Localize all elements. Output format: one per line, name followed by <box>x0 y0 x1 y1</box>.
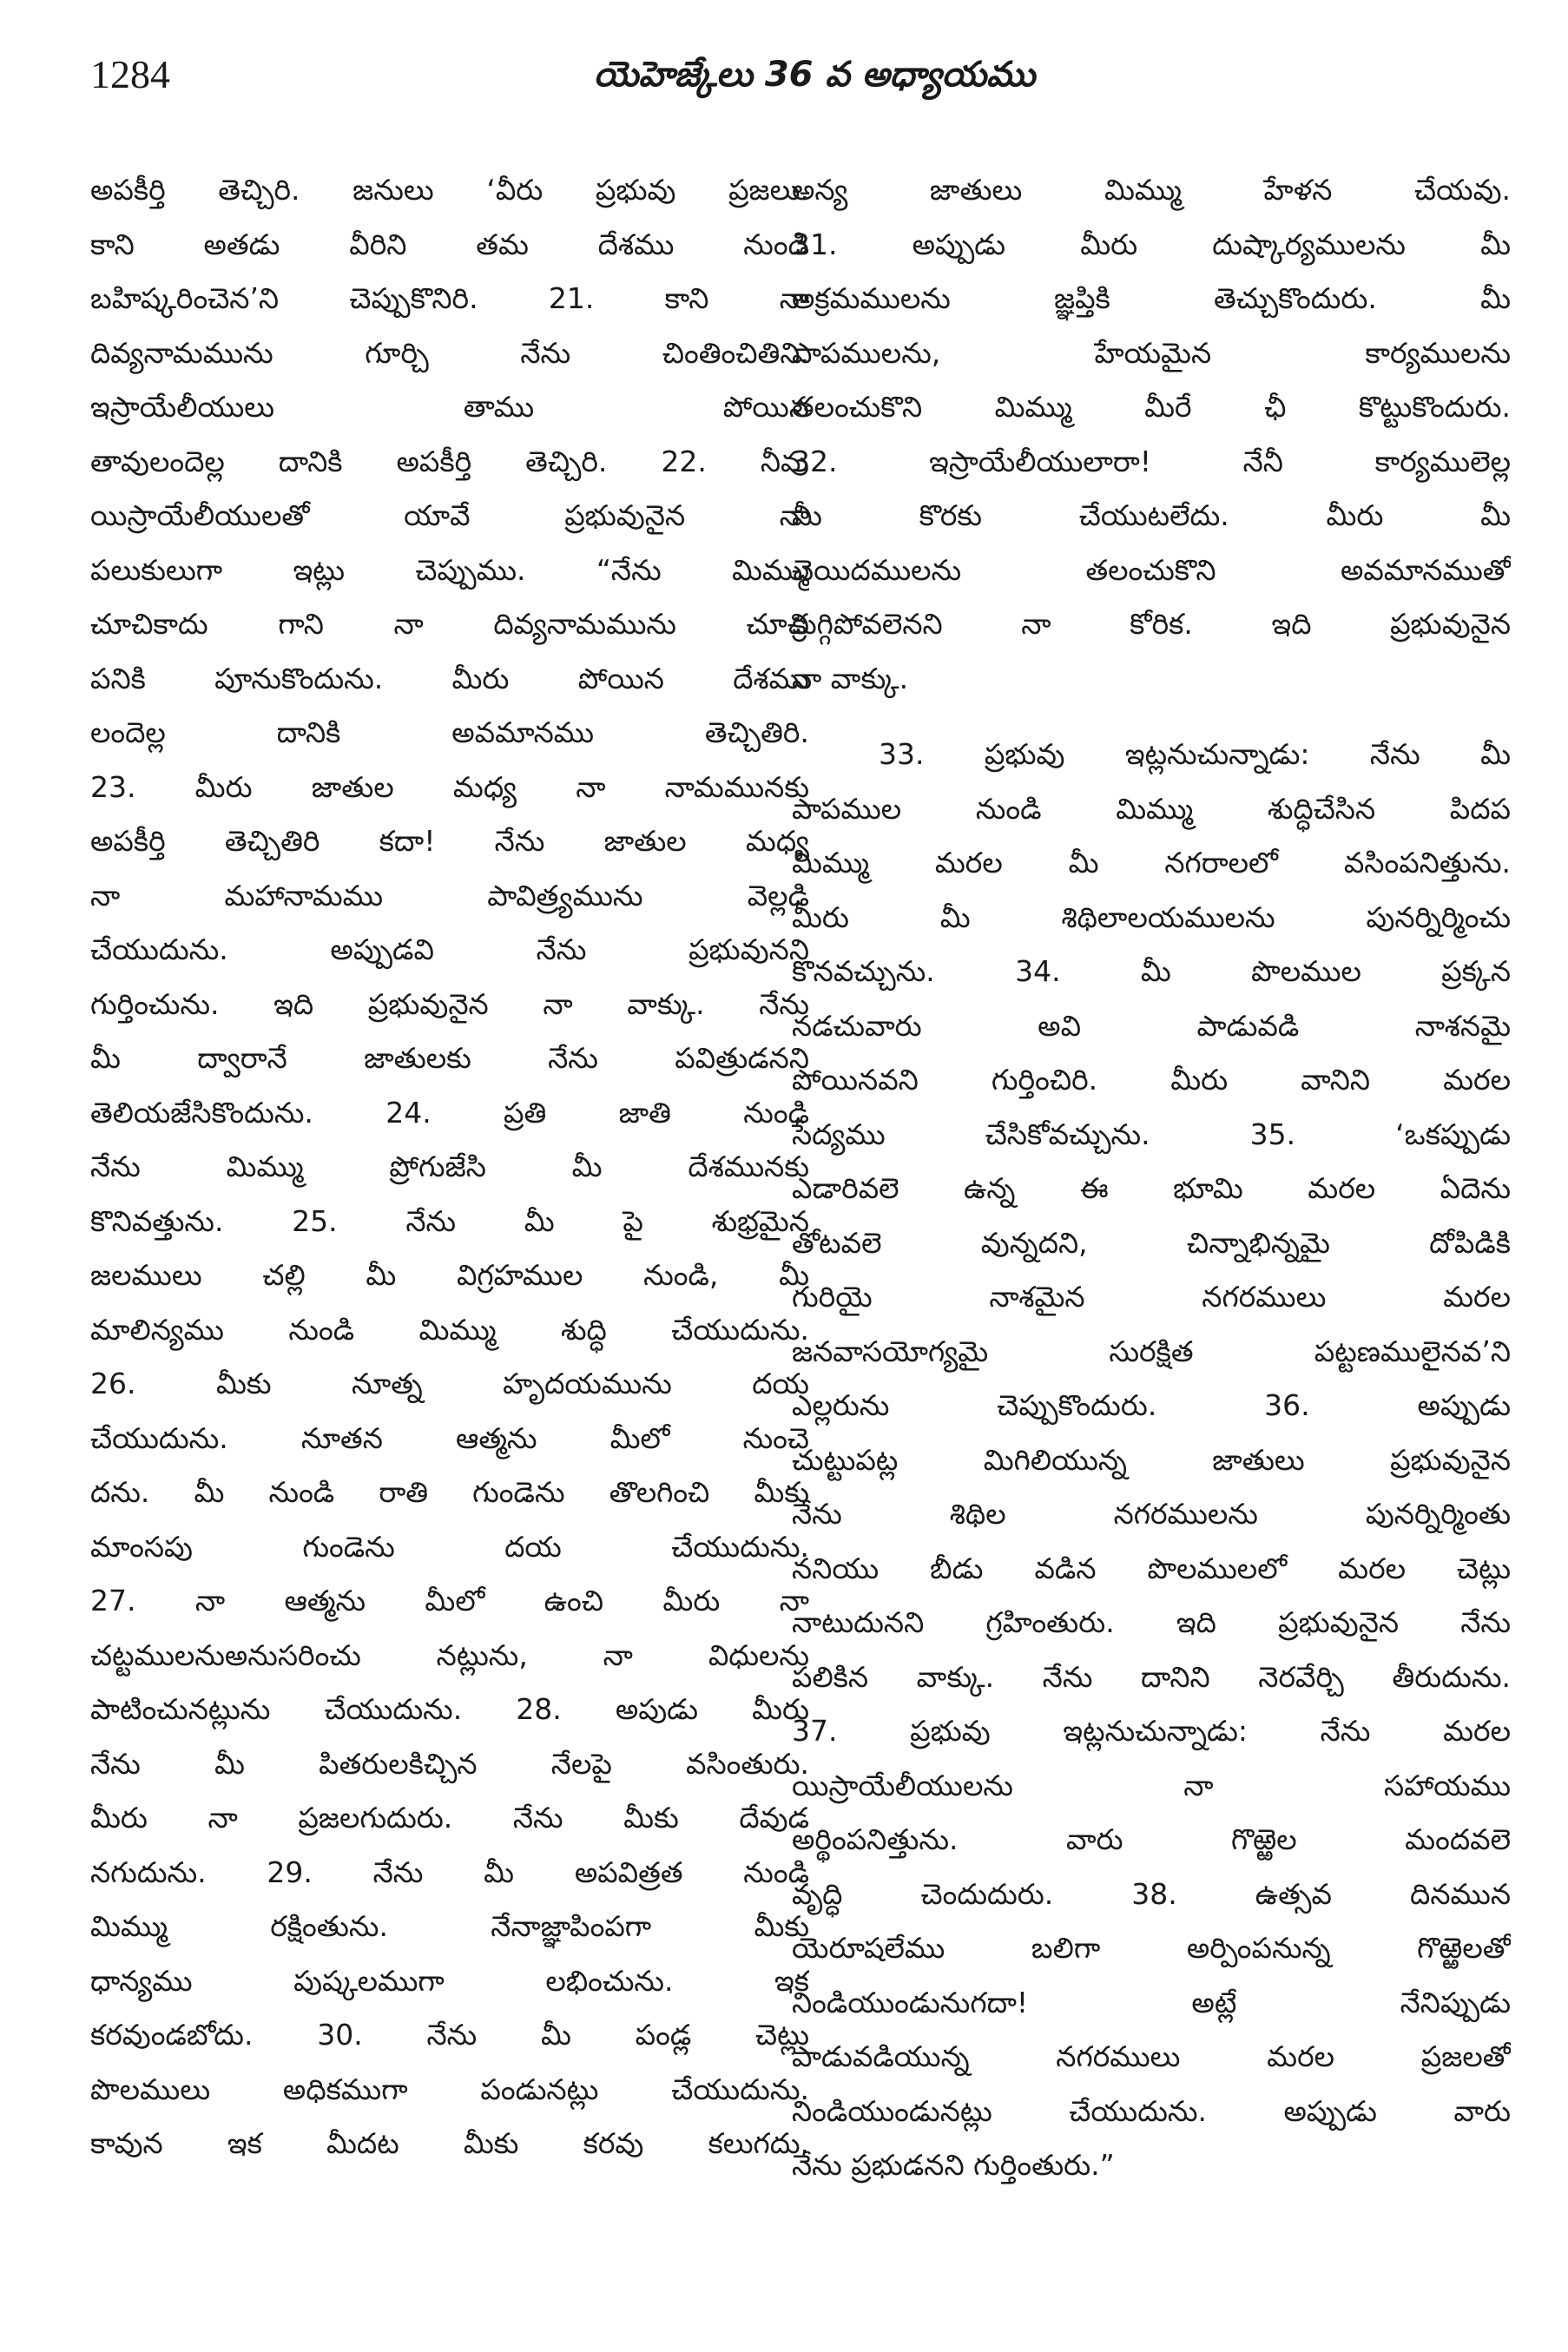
text-line: మీరు మీ శిథిలాలయములను పునర్నిర్మించు <box>792 899 1511 934</box>
text-line: చేయుదును. అప్పుడవి నేను ప్రభువునని <box>90 932 809 966</box>
text-line: దను. మీ నుండి రాతి గుండెను తొలగించి మీకు <box>90 1475 809 1509</box>
text-line: కొనివత్తును. 25. నేను మీ పై శుభ్రమైన <box>90 1203 809 1238</box>
left-text-column <box>90 163 809 2171</box>
text-line: నా వాక్కు. <box>792 661 909 695</box>
text-line: చట్టములనుఅనుసరించు నట్లును, నా విధులను <box>90 1637 809 1672</box>
text-line: మిమ్ము రక్షింతును. నేనాజ్ఞాపింపగా మీకు <box>90 1909 809 1943</box>
text-line: గుర్తించును. ఇది ప్రభువునైన నా వాక్కు. నేను <box>90 986 809 1021</box>
text-line: మాంసపు గుండెను దయ చేయుదును. <box>90 1529 809 1564</box>
text-line: పాడువడియున్న నగరములు మరల ప్రజలతో <box>792 2039 1511 2073</box>
text-line: వృద్ధి చెందుదురు. 38. ఉత్సవ దినమున <box>792 1876 1511 1911</box>
text-line: యెరూషలేము బలిగా అర్పింపనున్న గొఱ్ఱెలతో <box>792 1931 1511 1965</box>
text-line: ననియు బీడు వడిన పొలములలో మరల చెట్లు <box>792 1551 1511 1585</box>
text-line: 26. మీకు నూత్న హృదయమును దయ <box>90 1367 809 1400</box>
text-line: చూచికాదు గాని నా దివ్యనామమును చూచి <box>90 607 809 641</box>
text-line: కరవుండబోదు. 30. నేను మీ పండ్ల చెట్లు <box>90 2018 809 2052</box>
text-line: పలుకులుగా ఇట్లు చెప్పుము. “నేను మిమ్ము <box>90 552 809 587</box>
text-line: ఎడారివలె ఉన్న ఈ భూమి మరల ఏదెను <box>792 1171 1511 1205</box>
text-line: ఎల్లరును చెప్పుకొందురు. 36. అప్పుడు <box>792 1388 1511 1422</box>
text-line: కొనవచ్చును. 34. మీ పొలముల ప్రక్కన <box>792 954 1511 988</box>
text-line: మీ ద్వారానే జాతులకు నేను పవిత్రుడనని <box>90 1041 809 1075</box>
text-line: ధాన్యము పుష్కలముగా లభించును. ఇక <box>90 1963 809 1998</box>
text-line: కావున ఇక మీదట మీకు కరవు కలుగదు. <box>90 2126 809 2160</box>
text-line: అపకీర్తి తెచ్చిరి. జనులు ‘వీరు ప్రభువు ప్రజలు. <box>90 173 809 207</box>
text-line: 23. మీరు జాతుల మధ్య నా నామమునకు <box>90 769 809 804</box>
page-header <box>90 49 1507 109</box>
text-line: నేను మిమ్ము ప్రోగుజేసి మీ దేశమునకు <box>90 1150 809 1183</box>
text-line: నేను ప్రభుడనని గుర్తింతురు.” <box>792 2148 1115 2182</box>
text-line: 31. అప్పుడు మీరు దుష్కార్యములను మీ <box>792 227 1511 261</box>
paragraph-gap <box>792 706 1511 728</box>
text-line: క్రుగ్గిపోవలెనని నా కోరిక. ఇది ప్రభువునైన <box>792 607 1511 641</box>
text-line: పొలములు అధికముగా పండునట్లు చేయుదును. <box>90 2072 809 2106</box>
text-line: తలంచుకొని మిమ్ము మీరే ఛీ కొట్టుకొందురు. <box>792 390 1511 424</box>
text-line: జనవాసయోగ్యమై సురక్షిత పట్టణములైనవ’ని <box>792 1334 1511 1368</box>
text-line: చుట్టుపట్ల మిగిలియున్న జాతులు ప్రభువునైన <box>792 1442 1511 1477</box>
text-line: పాపములను, హేయమైన కార్యములను <box>792 335 1511 370</box>
text-line: బహిష్కరించెన’ని చెప్పుకొనిరి. 21. కాని నా <box>90 281 809 315</box>
text-line: కాని అతడు వీరిని తమ దేశము నుండి <box>90 227 809 261</box>
text-line: నేను మీ పితరులకిచ్చిన నేలపై వసింతురు. <box>90 1746 809 1781</box>
text-line: 37. ప్రభువు ఇట్లనుచున్నాడు: నేను మరల <box>792 1714 1511 1748</box>
text-line: తావులందెల్ల దానికి అపకీర్తి తెచ్చిరి. 22. నీవు <box>90 444 809 478</box>
text-line: పాపముల నుండి మిమ్ము శుద్ధిచేసిన పిదప <box>792 791 1511 826</box>
running-title: యెహెజ్కేలు 36 వ అధ్యాయము <box>594 55 1036 95</box>
text-line: నాటుదునని గ్రహింతురు. ఇది ప్రభువునైన నేను <box>792 1605 1511 1639</box>
text-line: సేద్యము చేసికోవచ్చును. 35. ‘ఒకప్పుడు <box>792 1117 1511 1151</box>
text-line: 32. ఇస్రాయేలీయులారా! నేనీ కార్యములెల్ల <box>792 444 1511 478</box>
text-line: అపకీర్తి తెచ్చితిరి కదా! నేను జాతుల మధ్య <box>90 824 809 858</box>
text-line: అర్థింపనిత్తును. వారు గొఱ్ఱెల మందవలె <box>792 1822 1511 1856</box>
text-line: గురియై నాశమైన నగరములు మరల <box>792 1280 1511 1314</box>
right-text-column <box>792 163 1511 2193</box>
text-line: పాటించునట్లును చేయుదును. 28. అపుడు మీరు <box>90 1692 809 1726</box>
text-line: యిస్రాయేలీయులను నా సహాయము <box>792 1768 1511 1802</box>
text-line: మిమ్ము మరల మీ నగరాలలో వసింపనిత్తును. <box>792 846 1511 880</box>
text-line: ఇస్రాయేలీయులు తాము పోయిన <box>90 390 809 424</box>
text-line: తెలియజేసికొందును. 24. ప్రతి జాతి నుండి <box>90 1095 809 1130</box>
text-line: అన్య జాతులు మిమ్ము హేళన చేయవు. <box>792 173 1511 207</box>
text-line: చేయుదును. నూతన ఆత్మను మీలో నుంచె <box>90 1420 809 1455</box>
text-line: నా మహానామము పావిత్ర్యమును వెల్లడి <box>90 878 809 912</box>
text-line: అక్రమములను జ్ఞప్తికి తెచ్చుకొందురు. మీ <box>792 281 1511 315</box>
text-line: మాలిన్యము నుండి మిమ్ము శుద్ధి చేయుదును. <box>90 1312 809 1347</box>
text-line: యిస్రాయేలీయులతో యావే ప్రభువునైన నా <box>90 498 809 532</box>
text-line: నగుదును. 29. నేను మీ అపవిత్రత నుండి <box>90 1855 809 1889</box>
text-line: 27. నా ఆత్మను మీలో ఉంచి మీరు నా <box>90 1584 809 1617</box>
text-line: జలములు చల్లి మీ విగ్రహముల నుండి, మీ <box>90 1258 809 1292</box>
text-line: మీ కొరకు చేయుటలేదు. మీరు మీ <box>792 498 1511 532</box>
text-line: చెయిదములను తలంచుకొని అవమానముతో <box>792 552 1511 587</box>
text-line: నిండియుండునట్లు చేయుదును. అప్పుడు వారు <box>792 2093 1511 2128</box>
text-line: పలికిన వాక్కు. నేను దానిని నెరవేర్చి తీరుదును. <box>792 1659 1511 1694</box>
text-line: లందెల్ల దానికి అవమానము తెచ్చితిరి. <box>90 715 809 749</box>
text-line: నడచువారు అవి పాడువడి నాశనమై <box>792 1008 1511 1043</box>
text-line: నేను శిథిల నగరములను పునర్నిర్మింతు <box>792 1497 1511 1531</box>
text-line: మీరు నా ప్రజలగుదురు. నేను మీకు దేవుడ <box>90 1801 809 1835</box>
text-line: నిండియుండునుగదా! అట్లే నేనిప్పుడు <box>792 1985 1511 2019</box>
text-line: పనికి పూనుకొందును. మీరు పోయిన దేశము <box>90 661 809 695</box>
page-number: 1284 <box>90 52 170 96</box>
text-line: తోటవలె వున్నదని, చిన్నాభిన్నమై దోపిడికి <box>792 1225 1511 1260</box>
text-line: పోయినవని గుర్తించిరి. మీరు వానిని మరల <box>792 1063 1511 1097</box>
text-line: దివ్యనామమును గూర్చి నేను చింతించితిని. <box>90 335 809 370</box>
text-line: 33. ప్రభువు ఇట్లనుచున్నాడు: నేను మీ <box>879 737 1511 771</box>
